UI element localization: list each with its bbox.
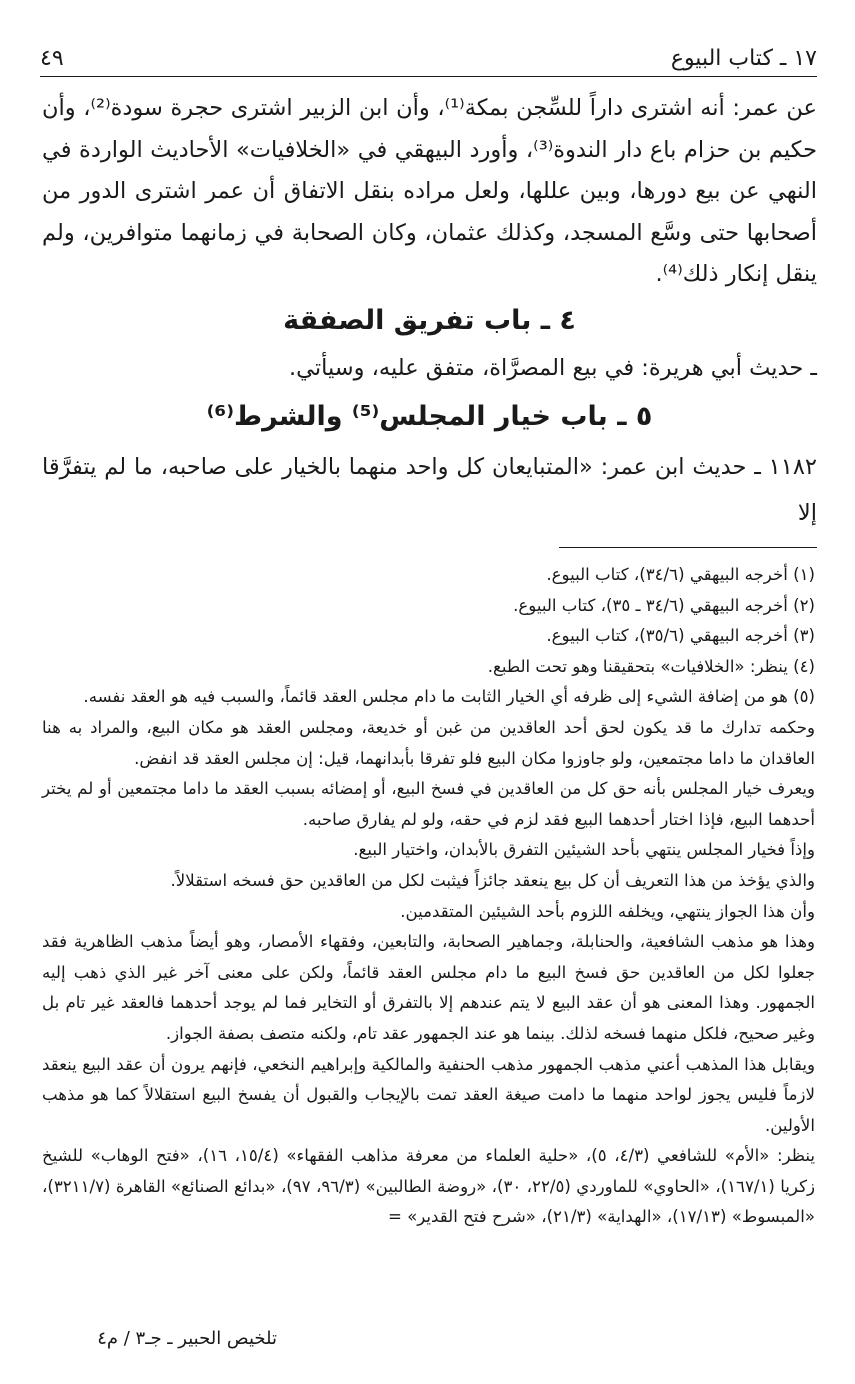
chapter-title: ١٧ ـ كتاب البيوع xyxy=(670,45,817,71)
footnote-5-paragraph: ويقابل هذا المذهب أعني مذهب الجمهور مذهب الحنفية والمالكية وإبراهيم النخعي، فإنهم يرون أن عقد البيع ينعقد لازماً فليس يجوز لواحد منهما ما دامت صيغة العقد تمت بالإيجاب والقبول أن يفسخ البيع استقلالاً كما هو مذهب الأولين. xyxy=(42,1054,815,1135)
footnote-4: (٤) ينظر: «الخلافيات» بتحقيقنا وهو تحت الطبع. xyxy=(487,656,815,676)
footnotes xyxy=(42,560,815,1233)
footnote-5-paragraph: وهذا هو مذهب الشافعية، والحنابلة، وجماهير الصحابة، والتابعين، وفقهاء الأمصار، وهو أيضاً مذهب الظاهرية فقد جعلوا لكل من العاقدين حق فسخ البيع ما دام مجلس العقد قائماً، ولكن على معنى آخر غير الذي ذهب إليه الجمهور. وهذا المعنى هو أن عقد البيع لا يتم عندهم إلا بالتفرق أو التخاير فما لم يوجد أحدهما فالعقد غير تام بل وغير صحيح، فلكل منهما فسخه لذلك. بينما هو عند الجمهور عقد تام، ولكنه متصف بصفة الجواز. xyxy=(42,932,815,1043)
page-number: ٤٩ xyxy=(40,45,64,71)
footnote-5-paragraph: ويعرف خيار المجلس بأنه حق كل من العاقدين في فسخ البيع، أو إمضائه بسبب العقد ما داما مجتمعين أو لم يختر أحدهما البيع، فإذا اختار أحدهما البيع فقد لزم في حقه، ولو لم يفارق صاحبه. xyxy=(42,779,815,829)
footnote-1: (١) أخرجه البيهقي (٣٤/٦)، كتاب البيوع. xyxy=(546,565,815,584)
running-header xyxy=(40,40,817,77)
footnote-5-paragraph: وإذاً فخيار المجلس ينتهي بأحد الشيئين التفرق بالأبدان، واختيار البيع. xyxy=(353,840,815,860)
section-heading-4: ٤ ـ باب تفريق الصفقة xyxy=(283,304,576,336)
footnote-2: (٢) أخرجه البيهقي (٣٤/٦ ـ ٣٥)، كتاب البيوع. xyxy=(513,595,815,615)
hadith-1182: ١١٨٢ ـ حديث ابن عمر: «المتبايعان كل واحد منهما بالخيار على صاحبه، ما لم يتفرَّقا إلا xyxy=(42,453,817,526)
footnote-separator xyxy=(559,547,817,548)
body-paragraph: عن عمر: أنه اشترى داراً للسِّجن بمكة⁽¹⁾، وأن ابن الزبير اشترى حجرة سودة⁽²⁾، وأن حكيم بن حزام باع دار الندوة⁽³⁾، وأورد البيهقي في «الخلافيات» الأحاديث الواردة في النهي عن بيع دورها، وبين عللها، ولعل مراده بنقل الاتفاق أن عمر اشترى الدور من أصحابها حتى وسَّع المسجد، وكذلك عثمان، وكان الصحابة في زمانهما متوافرين، ولم ينقل إنكار ذلك⁽⁴⁾. xyxy=(42,95,817,287)
footnote-5-references: ينظر: «الأم» للشافعي (٤/٣، ٥)، «حلية العلماء من معرفة مذاهب الفقهاء» (١٥/٤، ١٦)، «فتح الوهاب» للشيخ زكريا (١٦٧/١)، «الحاوي» للماوردي (٢٢/٥، ٣٠)، «روضة الطالبين» (٩٦/٣، ٩٧)، «بدائع الصنائع» القاهرة (٣٢١١/٧)، «المبسوط» (١٧/١٣)، «الهداية» (٢١/٣)، «شرح فتح القدير» = xyxy=(42,1146,815,1227)
footnote-5-paragraph: وحكمه تدارك ما قد يكون لحق أحد العاقدين من غبن أو خديعة، ومجلس العقد هو مكان البيع، والمراد به هنا العاقدان ما داما مجتمعين، ولو جاوزوا مكان البيع فلو تفرقا بأبدانهما، قيل: إن مجلس العقد قد انفض. xyxy=(42,717,815,768)
footnote-5: (٥) هو من إضافة الشيء إلى ظرفه أي الخيار الثابت ما دام مجلس العقد قائماً، والسبب فيه هو العقد نفسه. xyxy=(83,687,815,707)
footnote-3: (٣) أخرجه البيهقي (٣٥/٦)، كتاب البيوع. xyxy=(546,626,815,646)
footnote-5-paragraph: والذي يؤخذ من هذا التعريف أن كل بيع ينعقد جائزاً فيثبت لكل من العاقدين حق فسخه استقلالاً. xyxy=(170,870,815,890)
section-heading-5: ٥ ـ باب خيار المجلس⁽⁵⁾ والشرط⁽⁶⁾ xyxy=(206,400,653,432)
footer-signature: تلخيص الحبير ـ جـ٣ / م٤ xyxy=(97,1328,277,1349)
hadith-note: ـ حديث أبي هريرة: في بيع المصرَّاة، متفق عليه، وسيأتي. xyxy=(288,354,817,381)
footnote-5-paragraph: وأن هذا الجواز ينتهي، ويخلفه اللزوم بأحد الشيئين المتقدمين. xyxy=(400,901,815,921)
main-text xyxy=(42,88,817,536)
